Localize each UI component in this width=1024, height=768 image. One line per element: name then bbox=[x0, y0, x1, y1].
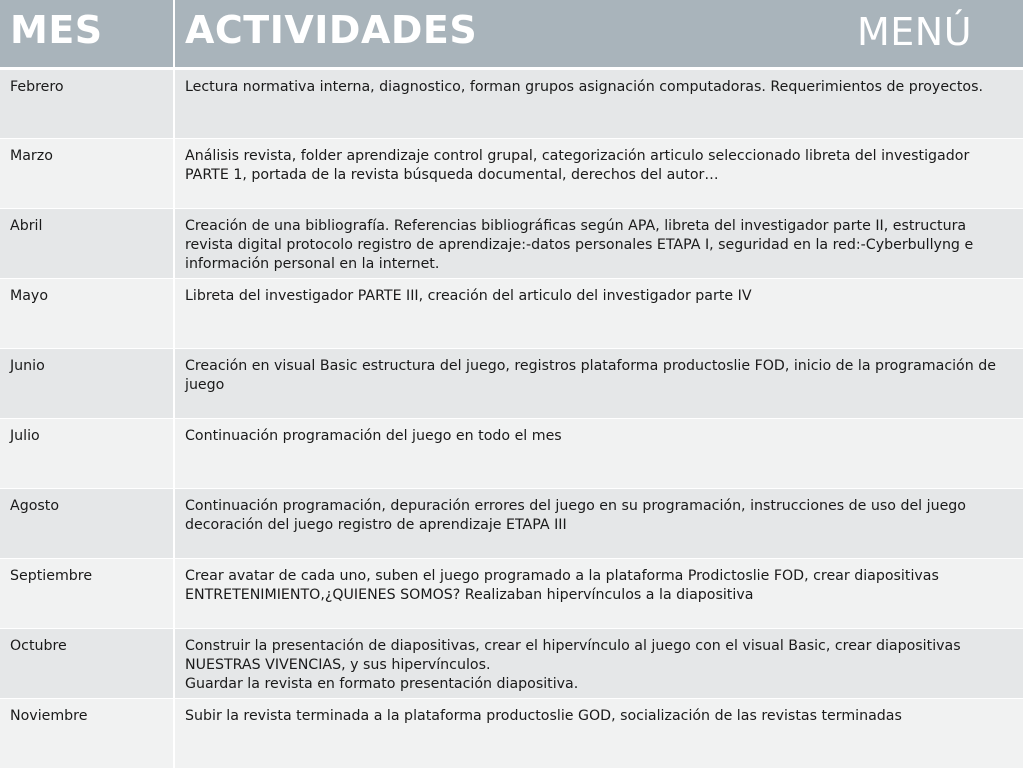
month-cell: Octubre bbox=[0, 628, 174, 698]
activity-text: Continuación programación del juego en todo el mes bbox=[185, 427, 562, 444]
activity-cell bbox=[174, 278, 1024, 348]
month-column-header: MES bbox=[0, 0, 174, 68]
activity-text: Lectura normativa interna, diagnostico, forman grupos asignación computadoras. Requerimientos de proyectos. bbox=[185, 78, 983, 95]
activity-cell bbox=[174, 418, 1024, 488]
month-cell: Junio bbox=[0, 348, 174, 418]
activity-cell bbox=[174, 208, 1024, 278]
table-row bbox=[0, 418, 1024, 488]
activity-text: Continuación programación, depuración errores del juego en su programación, instrucciones de uso del juego decoración del juego registro de aprendizaje ETAPA III bbox=[185, 497, 966, 533]
activity-cell bbox=[174, 138, 1024, 208]
table-row bbox=[0, 558, 1024, 628]
table-row bbox=[0, 698, 1024, 768]
activity-text: Construir la presentación de diapositivas, crear el hipervínculo al juego con el visual Basic, crear diapositivas NUESTRAS VIVENCIAS, y sus hipervínculos. bbox=[185, 637, 961, 673]
activity-cell bbox=[174, 488, 1024, 558]
month-cell: Febrero bbox=[0, 68, 174, 138]
table-row bbox=[0, 68, 1024, 138]
activity-cell bbox=[174, 628, 1024, 698]
activity-cell bbox=[174, 558, 1024, 628]
table-row bbox=[0, 138, 1024, 208]
table-row bbox=[0, 278, 1024, 348]
table-row bbox=[0, 348, 1024, 418]
month-cell: Julio bbox=[0, 418, 174, 488]
activity-text: Guardar la revista en formato presentación diapositiva. bbox=[185, 675, 579, 692]
activity-text: Subir la revista terminada a la plataforma productoslie GOD, socialización de las revistas terminadas bbox=[185, 707, 902, 724]
month-cell: Abril bbox=[0, 208, 174, 278]
activity-cell bbox=[174, 68, 1024, 138]
activity-cell bbox=[174, 698, 1024, 768]
table-body bbox=[0, 68, 1024, 768]
month-cell: Septiembre bbox=[0, 558, 174, 628]
activities-column-header: ACTIVIDADES bbox=[174, 0, 1024, 68]
activity-text: Crear avatar de cada uno, suben el juego programado a la plataforma Prodictoslie FOD, crear diapositivas ENTRETENIMIENTO,¿QUIENES SOMOS? Realizaban hipervínculos a la diapositiva bbox=[185, 567, 939, 603]
month-cell: Mayo bbox=[0, 278, 174, 348]
month-cell: Noviembre bbox=[0, 698, 174, 768]
activity-cell bbox=[174, 348, 1024, 418]
month-cell: Marzo bbox=[0, 138, 174, 208]
activity-text: Creación en visual Basic estructura del juego, registros plataforma productoslie FOD, inicio de la programación de juego bbox=[185, 357, 996, 393]
table-row bbox=[0, 628, 1024, 698]
table-row bbox=[0, 488, 1024, 558]
month-cell: Agosto bbox=[0, 488, 174, 558]
table-row bbox=[0, 208, 1024, 278]
activity-text: Creación de una bibliografía. Referencias bibliográficas según APA, libreta del investigador parte II, estructura revista digital protocolo registro de aprendizaje:-datos personales ETAPA I, seguridad en la red:-Cyberbullyng e información personal en la internet. bbox=[185, 217, 974, 272]
activity-text: Libreta del investigador PARTE III, creación del articulo del investigador parte IV bbox=[185, 287, 752, 304]
activity-text: Análisis revista, folder aprendizaje control grupal, categorización articulo seleccionado libreta del investigador PARTE 1, portada de la revista búsqueda documental, derechos del autor… bbox=[185, 147, 970, 183]
menu-link[interactable]: MENÚ bbox=[857, 10, 973, 54]
